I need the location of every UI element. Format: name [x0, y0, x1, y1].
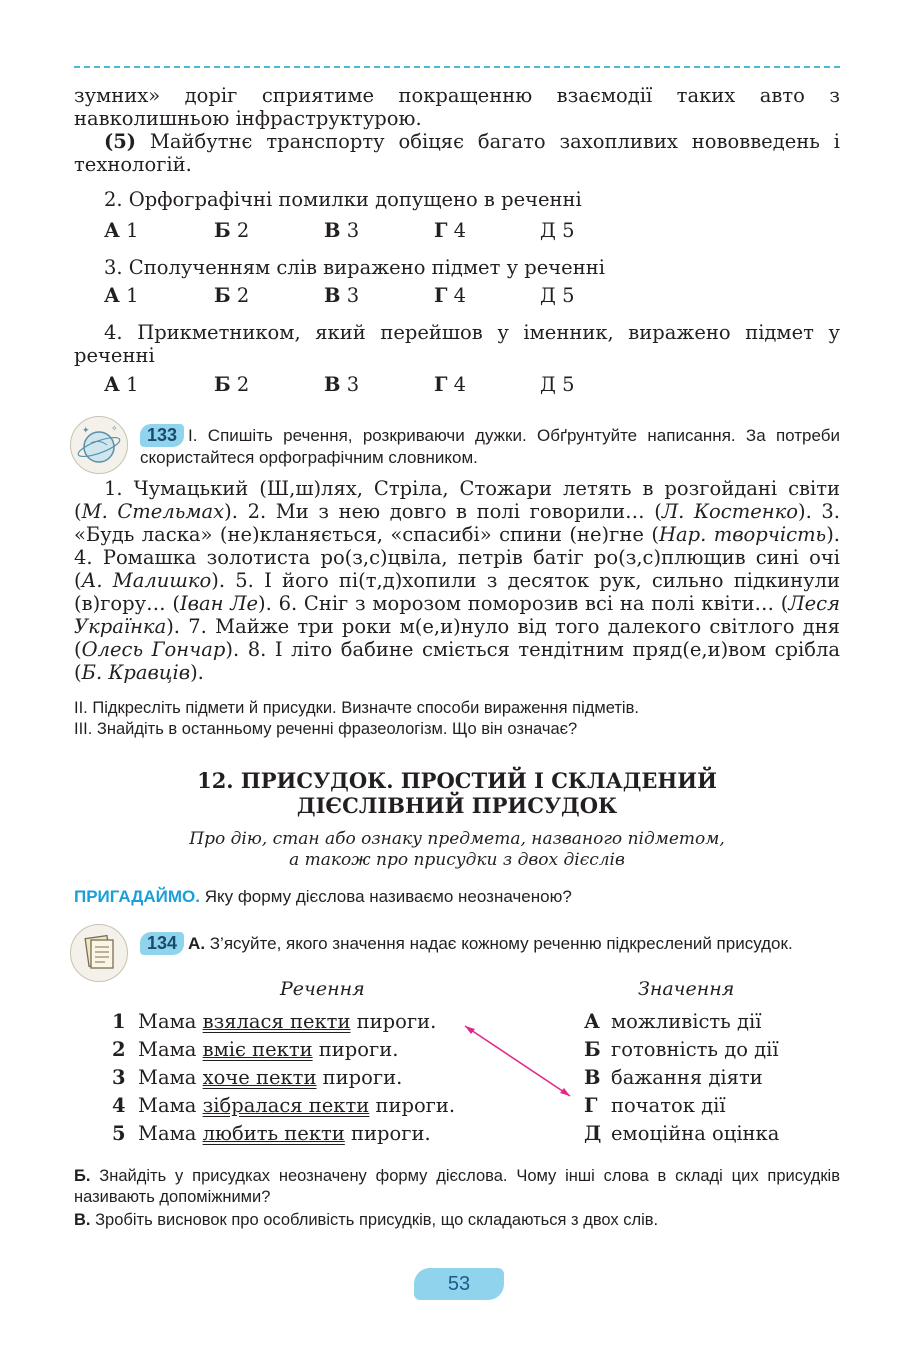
option-b[interactable]: Б 2 — [214, 284, 250, 307]
sentence-row[interactable]: 4 Мама зібралася пекти пироги. — [112, 1094, 456, 1117]
exercise-133-number: 133 — [140, 424, 184, 447]
author: Леся Українка — [74, 592, 840, 638]
exercise-133-task-text: І. Спишіть речення, розкриваючи дужки. Обґрунтуйте написання. За потреби скористайтеся орфографічним словником. — [140, 426, 840, 467]
page-number: 53 — [414, 1268, 504, 1300]
svg-text:✧: ✧ — [111, 424, 118, 433]
meaning-row[interactable]: Г початок дії — [584, 1094, 726, 1117]
section-title-line-2: ДІЄСЛІВНИЙ ПРИСУДОК — [296, 793, 618, 818]
option-v[interactable]: В 3 — [324, 219, 360, 242]
option-h[interactable]: Г 4 — [434, 373, 467, 396]
exercise-133-task-2: II. Підкресліть підмети й присудки. Визначте способи вираження підметів. — [74, 699, 639, 717]
svg-text:✦: ✦ — [82, 426, 90, 436]
author: Іван Ле — [179, 592, 259, 615]
sentence-row[interactable]: 1 Мама взялася пекти пироги. — [112, 1010, 437, 1033]
option-d[interactable]: Д 5 — [540, 373, 575, 396]
meaning-row[interactable]: В бажання діяти — [584, 1066, 763, 1089]
task-a-label: А. — [188, 934, 206, 953]
option-a[interactable]: А 1 — [104, 373, 139, 396]
sentence-5-text: Майбутнє транспорту обіцяє багато захопливих нововведень і технологій. — [74, 130, 840, 176]
option-d[interactable]: Д 5 — [540, 284, 575, 307]
option-d[interactable]: Д 5 — [540, 219, 575, 242]
exercise-134-task-b: Б. Знайдіть у присудках неозначену форму дієслова. Чому інші слова в складі цих присудків називають допоміжними? — [74, 1167, 840, 1206]
predicate: взялася пекти — [202, 1010, 351, 1033]
predicate: зібралася пекти — [202, 1094, 370, 1117]
option-b[interactable]: Б 2 — [214, 219, 250, 242]
exercise-133-task-3: III. Знайдіть в останньому реченні фразеологізм. Що він означає? — [74, 720, 578, 738]
author: Л. Костенко — [661, 500, 798, 523]
option-a[interactable]: А 1 — [104, 284, 139, 307]
exercise-134-number: 134 — [140, 932, 184, 955]
exercise-134-task-c: В. Зробіть висновок про особливість присудків, що складаються з двох слів. — [74, 1211, 659, 1229]
exercise-133-sentences: 1. Чумацький (Ш,ш)лях, Стріла, Стожари летять в розгойдані світи (М. Стельмах). 2. Ми з нею довго в полі говорили… (Л. Костенко). 3. «Будь ласка» (не)кланяється, «спасибі» спини (не)гне (Нар. творчість). 4. Ромашка золотиста ро(з,с)цвіла, петрів батіг ро(з,с)плющив сині очі (А. Малишко). 5. І його пі(т,д)хопили з десяток рук, сильно підкинули (в)гору… (Іван Ле). 6. Сніг з морозом поморозив всі на полі квіти… (Леся Українка). 7. Майже три роки м(е,и)нуло від того далекого світлого дня (Олесь Гончар). 8. І літо бабине сміється тендітним пряд(е,и)вом срібла (Б. Кравців). — [74, 477, 841, 684]
option-v[interactable]: В 3 — [324, 284, 360, 307]
meaning-row[interactable]: Д емоційна оцінка — [584, 1122, 780, 1145]
option-h[interactable]: Г 4 — [434, 219, 467, 242]
sentence-5-number: (5) — [104, 130, 137, 153]
option-a[interactable]: А 1 — [104, 219, 139, 242]
section-subtitle-line-2: а також про присудки з двох дієслів — [289, 850, 625, 870]
author: Олесь Гончар — [81, 638, 226, 661]
predicate: любить пекти — [202, 1122, 345, 1145]
remember-text: Яку форму дієслова називаємо неозначеною? — [199, 887, 572, 906]
question-2: 2. Орфографічні помилки допущено в реченні — [104, 188, 582, 211]
predicate: вміє пекти — [202, 1038, 313, 1061]
predicate: хоче пекти — [202, 1066, 317, 1089]
section-subtitle-line-1: Про дію, стан або ознаку предмета, названого підметом, — [189, 829, 725, 849]
column-header-meanings: Значення — [638, 978, 735, 1000]
meaning-row[interactable]: Б готовність до дії — [584, 1038, 779, 1061]
option-v[interactable]: В 3 — [324, 373, 360, 396]
author: Нар. творчість — [658, 523, 827, 546]
option-b[interactable]: Б 2 — [214, 373, 250, 396]
sentence-row[interactable]: 3 Мама хоче пекти пироги. — [112, 1066, 403, 1089]
sentence-row[interactable]: 2 Мама вміє пекти пироги. — [112, 1038, 399, 1061]
meaning-row[interactable]: А можливість дії — [584, 1010, 762, 1033]
question-4: 4. Прикметником, який перейшов у іменник, виражено підмет у реченні — [74, 321, 840, 367]
remember-label: ПРИГАДАЙМО. — [74, 887, 200, 906]
author: А. Малишко — [81, 569, 212, 592]
section-title-line-1: 12. ПРИСУДОК. ПРОСТИЙ І СКЛАДЕНИЙ — [197, 768, 717, 793]
question-3: 3. Сполученням слів виражено підмет у реченні — [104, 256, 605, 279]
exercise-134-task-text: З’ясуйте, якого значення надає кожному реченню підкреслений присудок. — [205, 934, 793, 953]
sentence-row[interactable]: 5 Мама любить пекти пироги. — [112, 1122, 431, 1145]
author: М. Стельмах — [81, 500, 225, 523]
intro-line: зумних» доріг сприятиме покращенню взаємодії таких авто з навколишньою інфраструктурою. — [74, 84, 840, 130]
author: Б. Кравців — [81, 661, 191, 684]
column-header-sentences: Речення — [280, 978, 365, 1000]
option-h[interactable]: Г 4 — [434, 284, 467, 307]
